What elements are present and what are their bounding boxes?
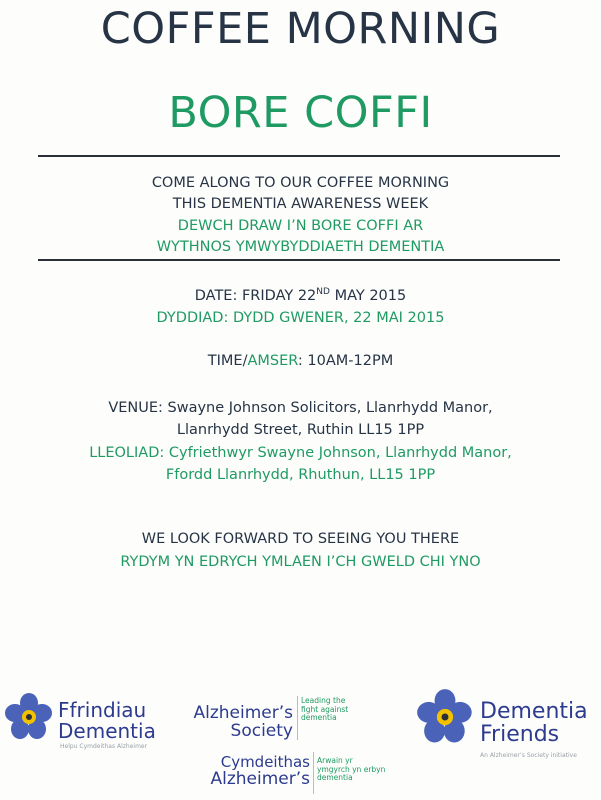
ffrindiau-subtitle: Helpu Cymdeithas Alzheimer [60, 743, 148, 750]
cymdeithas-alzheimers-logo-text [190, 754, 310, 788]
date-label: DATE: FRIDAY 22 [194, 288, 317, 304]
intro-welsh-line2: WYTHNOS YMWYBYDDIAETH DEMENTIA [156, 239, 445, 255]
time-label-en: TIME/ [207, 353, 248, 369]
date-ordinal: ND [316, 287, 330, 297]
alzheimers-society-logo-text [190, 704, 293, 740]
venue-welsh-line1: LLEOLIAD: Cyfriethwyr Swayne Johnson, Llanrhydd Manor, [89, 445, 512, 461]
closing-english: WE LOOK FORWARD TO SEEING YOU THERE [141, 531, 460, 547]
venue-english-line1: VENUE: Swayne Johnson Solicitors, Llanrhydd Manor, [108, 400, 493, 416]
intro-welsh-line1: DEWCH DRAW I’N BORE COFFI AR [177, 218, 424, 234]
alz-en-tag3: dementia [301, 713, 337, 722]
ffrindiau-line2: Dementia [58, 719, 156, 743]
alz-cy-tag2: ymgyrch yn erbyn [317, 764, 386, 774]
bottom-divider [38, 259, 560, 261]
df-line2: Friends [480, 722, 560, 747]
top-divider [38, 155, 560, 157]
alz-cy-line1: Cymdeithas [220, 753, 310, 771]
alz-en-line2: Society [230, 721, 293, 741]
alz-en-tag1: Leading the [301, 696, 346, 705]
intro-english-line1: COME ALONG TO OUR COFFEE MORNING [151, 175, 450, 191]
forget-me-not-icon [4, 692, 54, 746]
date-month-year: MAY 2015 [334, 288, 407, 304]
title-english: COFFEE MORNING [100, 4, 501, 54]
alz-en-tagline [301, 697, 348, 723]
alz-cy-divider [313, 752, 314, 794]
alz-en-tag2: fight against [301, 704, 349, 714]
ffrindiau-line1: Ffrindiau [58, 698, 147, 722]
alz-cy-line2: Alzheimer’s [210, 769, 310, 789]
time-value: : 10AM-12PM [297, 353, 394, 369]
alz-cy-tag1: Arwain yr [317, 756, 353, 765]
df-line1: Dementia [480, 699, 588, 724]
closing-welsh: RYDYM YN EDRYCH YMLAEN I’CH GWELD CHI YNO [120, 554, 481, 570]
date-english [0, 288, 601, 304]
time-label-cy: AMSER [247, 353, 298, 369]
time-line [0, 353, 601, 369]
alz-en-line1: Alzheimer’s [193, 703, 293, 723]
dementia-friends-logo-text [480, 700, 588, 746]
dementia-friends-subtitle: An Alzheimer’s Society initiative [480, 752, 577, 759]
forget-me-not-icon [416, 688, 474, 750]
venue-welsh-line2: Ffordd Llanrhydd, Rhuthun, LL15 1PP [165, 467, 436, 483]
alz-cy-tag3: dementia [317, 773, 353, 782]
ffrindiau-dementia-logo-text [58, 700, 156, 742]
alz-en-divider [297, 696, 298, 740]
intro-english-line2: THIS DEMENTIA AWARENESS WEEK [172, 196, 429, 212]
venue-english-line2: Llanrhydd Street, Ruthin LL15 1PP [176, 422, 425, 438]
alz-cy-tagline [317, 757, 385, 783]
title-welsh: BORE COFFI [168, 88, 433, 138]
date-welsh: DYDDIAD: DYDD GWENER, 22 MAI 2015 [156, 310, 445, 326]
